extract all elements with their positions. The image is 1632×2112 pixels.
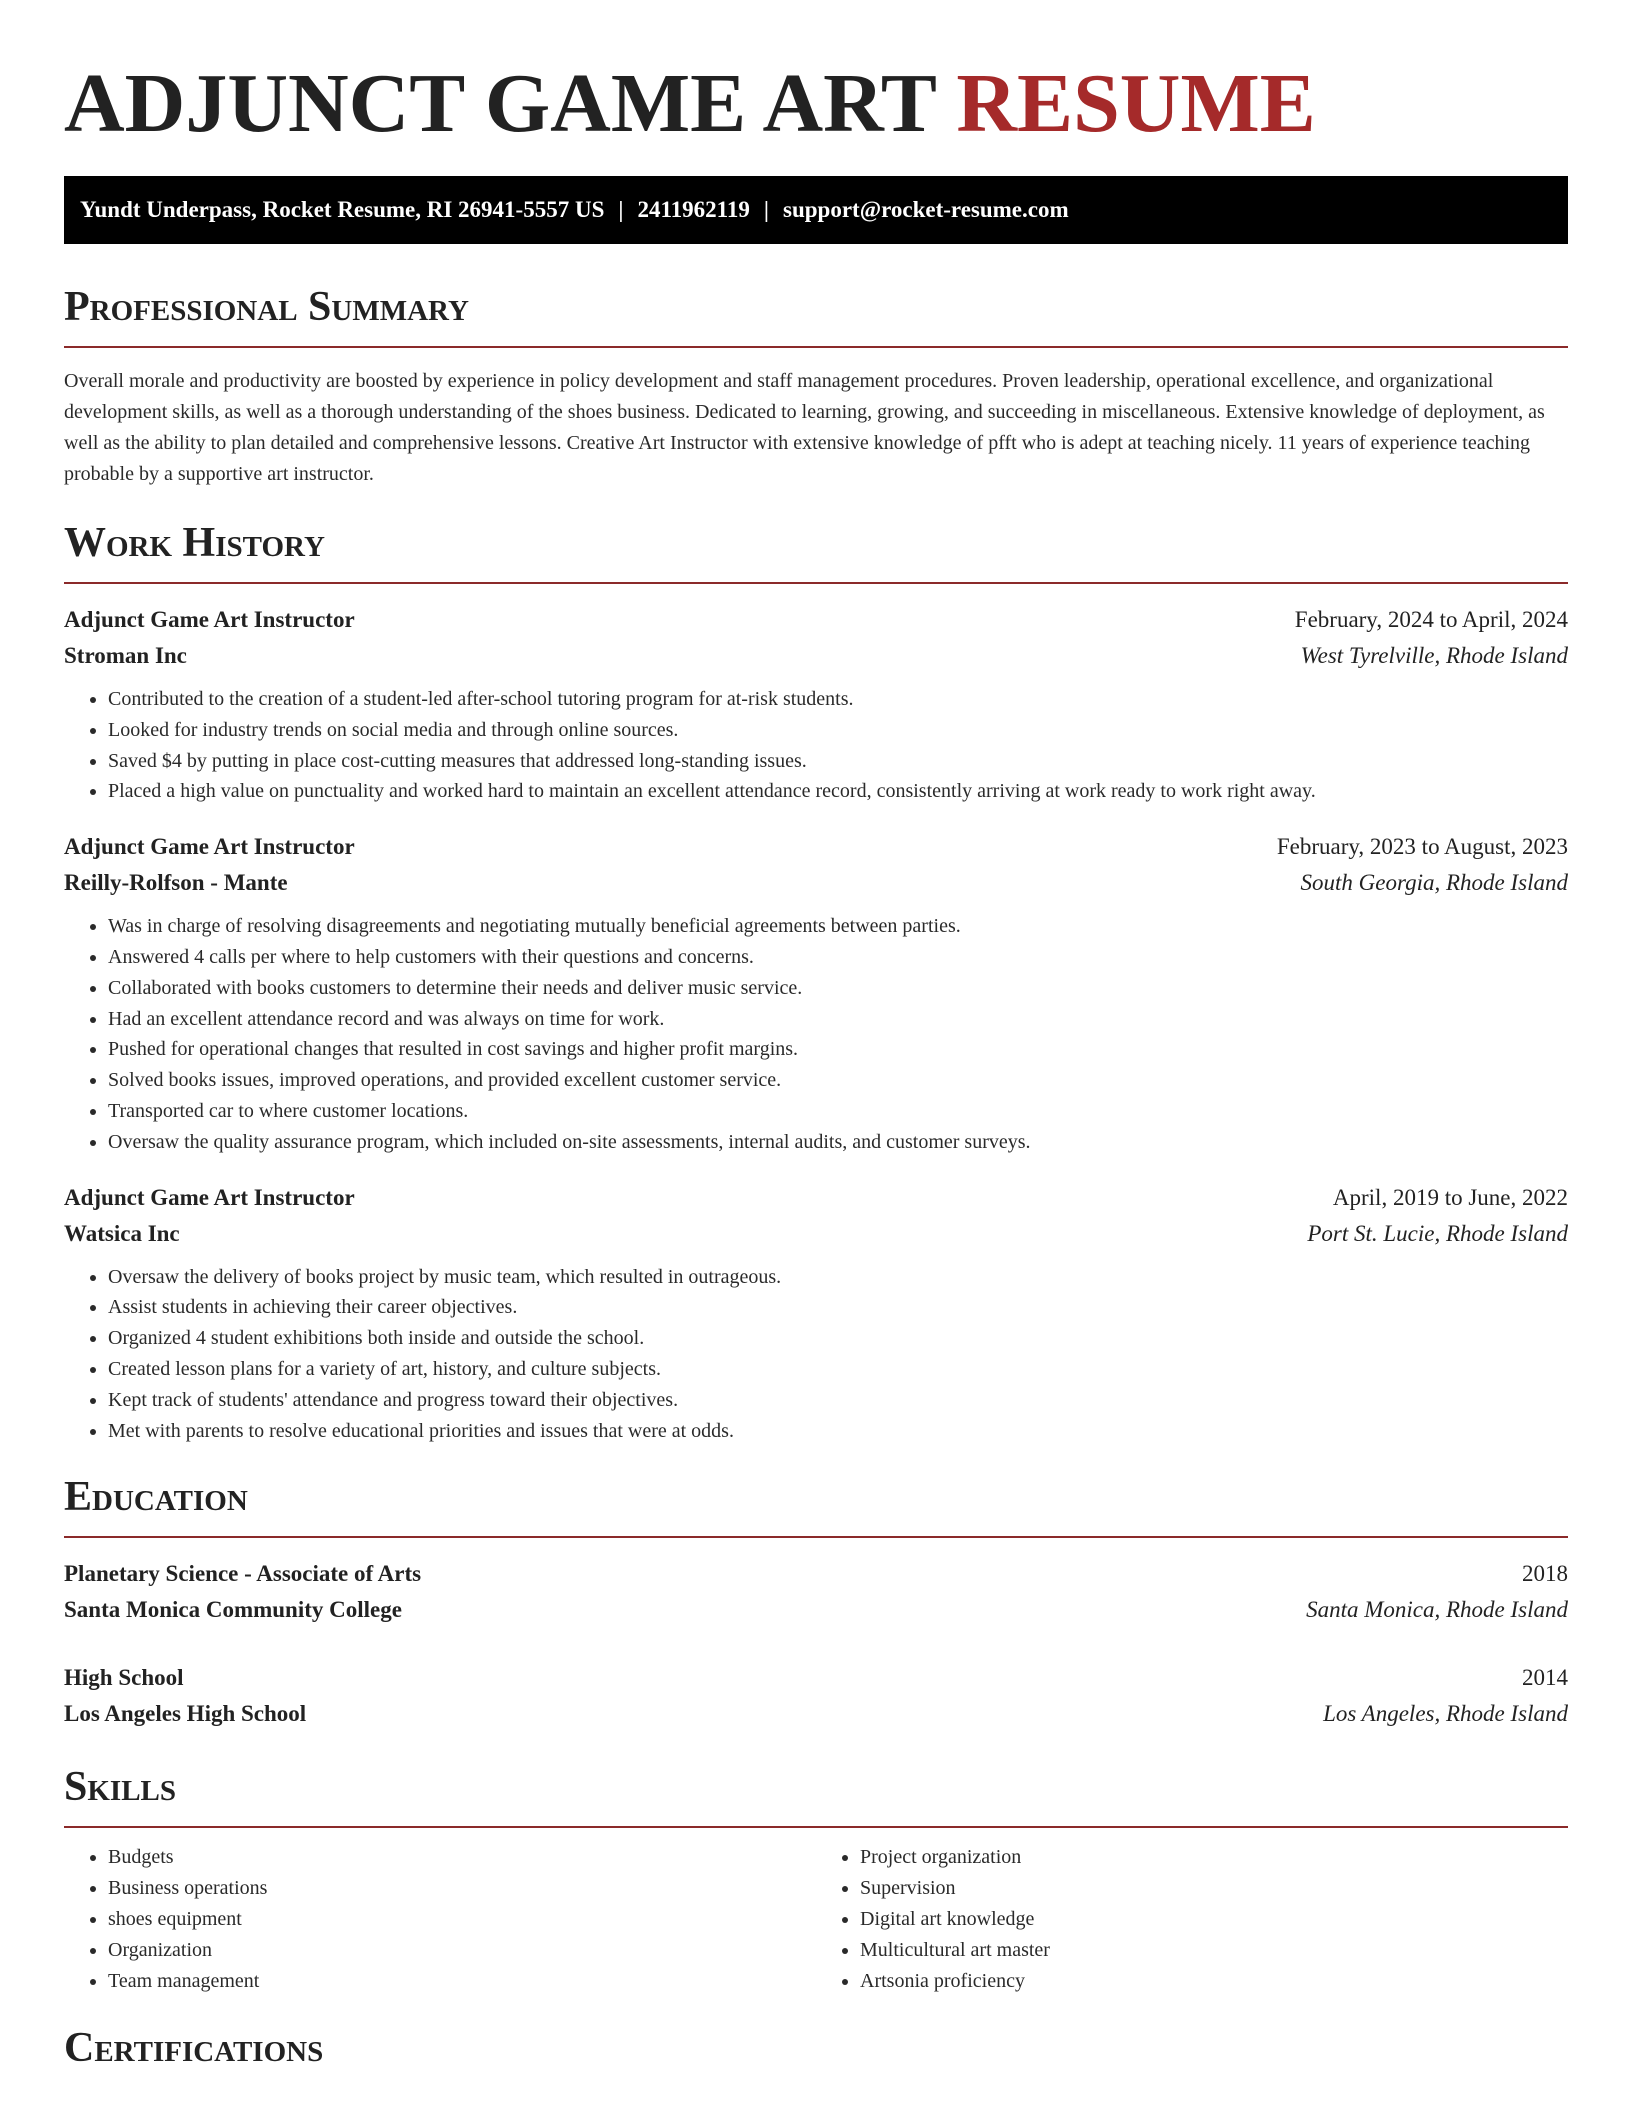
job-company-row	[64, 1216, 1568, 1252]
job-entry	[64, 829, 1568, 1157]
list-item: • shoes equipment	[108, 1904, 816, 1935]
section-title-certifications: Certifications	[64, 2025, 324, 2072]
section-divider	[64, 1826, 1568, 1828]
job-entry	[64, 1180, 1568, 1447]
education-header-row	[64, 1556, 1568, 1592]
job-title: Adjunct Game Art Instructor	[64, 1184, 355, 1210]
list-item: • Met with parents to resolve educational priorities and issues that were at odds.	[108, 1416, 1568, 1447]
job-header-row	[64, 829, 1568, 865]
list-item: • Placed a high value on punctuality and worked hard to maintain an excellent attendance record, consistently arriving at work ready to work right away.	[108, 776, 1568, 807]
list-item: • Kept track of students' attendance and progress toward their objectives.	[108, 1385, 1568, 1416]
education-location: Santa Monica, Rhode Island	[1306, 1597, 1568, 1623]
job-location: West Tyrelville, Rhode Island	[1300, 643, 1568, 668]
skills-column-left	[64, 1842, 816, 1997]
list-item: • Digital art knowledge	[860, 1904, 1568, 1935]
resume-title	[64, 0, 1568, 152]
list-item: • Oversaw the quality assurance program, which included on-site assessments, internal audits, and customer surveys.	[108, 1127, 1568, 1158]
education-entry	[64, 1660, 1568, 1732]
list-item: • Multicultural art master	[860, 1935, 1568, 1966]
job-duties	[64, 1262, 1568, 1447]
job-company-row	[64, 865, 1568, 901]
summary-section	[64, 282, 1568, 490]
education-school-row	[64, 1592, 1568, 1628]
education-school: Los Angeles High School	[64, 1701, 307, 1727]
summary-text: Overall morale and productivity are boosted by experience in policy development and staff management procedures. Proven leadership, operational excellence, and organizational development skills, as well as a thorough understanding of the shoes business. Dedicated to learning, growing, and succeeding in miscellaneous. Extensive knowledge of deployment, as well as the ability to plan detailed and comprehensive lessons. Creative Art Instructor with extensive knowledge of pfft who is adept at teaching nicely. 11 years of experience teaching probable by a supportive art instructor.	[64, 370, 1545, 485]
title-main: ADJUNCT GAME ART	[64, 57, 936, 150]
education-header-row	[64, 1660, 1568, 1696]
list-item: • Project organization	[860, 1842, 1568, 1873]
job-company: Reilly-Rolfson - Mante	[64, 870, 288, 896]
education-school-row	[64, 1696, 1568, 1732]
education-section	[64, 1472, 1568, 1732]
list-item: • Saved $4 by putting in place cost-cutting measures that addressed long-standing issues.	[108, 746, 1568, 777]
list-item: • Assist students in achieving their career objectives.	[108, 1292, 1568, 1323]
list-item: • Team management	[108, 1966, 816, 1997]
list-item: • Had an excellent attendance record and was always on time for work.	[108, 1004, 1568, 1035]
list-item: • Supervision	[860, 1873, 1568, 1904]
job-location: South Georgia, Rhode Island	[1300, 870, 1568, 896]
job-company: Stroman Inc	[64, 643, 187, 668]
job-duties	[64, 911, 1568, 1157]
contact-phone: 2411962119	[637, 197, 750, 222]
job-location: Port St. Lucie, Rhode Island	[1307, 1220, 1568, 1246]
list-item: • Looked for industry trends on social media and through online sources.	[108, 715, 1568, 746]
job-dates: February, 2024 to April, 2024	[1294, 607, 1568, 632]
job-dates: April, 2019 to June, 2022	[1332, 1184, 1568, 1210]
education-entry	[64, 1556, 1568, 1628]
list-item: • Created lesson plans for a variety of art, history, and culture subjects.	[108, 1354, 1568, 1385]
list-item: • Solved books issues, improved operations, and provided excellent customer service.	[108, 1065, 1568, 1096]
contact-address: Yundt Underpass, Rocket Resume, RI 26941-5557 US	[80, 197, 605, 222]
education-year: 2014	[1522, 1665, 1568, 1691]
contact-separator: |	[763, 197, 769, 222]
contact-email: support@rocket-resume.com	[783, 197, 1069, 222]
skills-section	[64, 1762, 1568, 1997]
skills-column-right	[816, 1842, 1568, 1997]
job-dates: February, 2023 to August, 2023	[1276, 834, 1568, 860]
section-divider	[64, 346, 1568, 348]
job-title: Adjunct Game Art Instructor	[64, 834, 355, 860]
section-divider	[64, 1536, 1568, 1538]
education-degree: High School	[64, 1665, 184, 1691]
job-title: Adjunct Game Art Instructor	[64, 607, 355, 632]
section-title-summary: Professional Summary	[64, 284, 469, 330]
education-school: Santa Monica Community College	[64, 1597, 402, 1623]
list-item: • Organized 4 student exhibitions both inside and outside the school.	[108, 1323, 1568, 1354]
list-item: • Business operations	[108, 1873, 816, 1904]
job-company: Watsica Inc	[64, 1220, 180, 1246]
job-entry	[64, 602, 1568, 807]
section-divider	[64, 582, 1568, 584]
list-item: • Answered 4 calls per where to help customers with their questions and concerns.	[108, 942, 1568, 973]
list-item: • Pushed for operational changes that resulted in cost savings and higher profit margins.	[108, 1034, 1568, 1065]
section-title-skills: Skills	[64, 1764, 177, 1811]
education-degree: Planetary Science - Associate of Arts	[64, 1561, 422, 1587]
list-item: • Artsonia proficiency	[860, 1966, 1568, 1997]
job-header-row	[64, 1180, 1568, 1216]
contact-bar	[64, 176, 1568, 244]
contact-separator: |	[618, 197, 624, 222]
list-item: • Collaborated with books customers to determine their needs and deliver music service.	[108, 973, 1568, 1004]
certifications-section	[64, 2023, 1568, 2073]
list-item: • Oversaw the delivery of books project by music team, which resulted in outrageous.	[108, 1262, 1568, 1293]
title-accent: RESUME	[956, 57, 1316, 150]
skills-grid	[64, 1842, 1568, 1997]
list-item: • Contributed to the creation of a student-led after-school tutoring program for at-risk students.	[108, 684, 1568, 715]
list-item: • Transported car to where customer locations.	[108, 1096, 1568, 1127]
education-location: Los Angeles, Rhode Island	[1323, 1701, 1568, 1727]
job-company-row	[64, 638, 1568, 674]
list-item: • Organization	[108, 1935, 816, 1966]
section-title-work-history: Work History	[64, 520, 325, 566]
job-header-row	[64, 602, 1568, 638]
job-duties	[64, 684, 1568, 807]
list-item: • Budgets	[108, 1842, 816, 1873]
list-item: • Was in charge of resolving disagreements and negotiating mutually beneficial agreements between parties.	[108, 911, 1568, 942]
work-history-section	[64, 518, 1568, 1446]
section-title-education: Education	[64, 1474, 248, 1521]
education-year: 2018	[1522, 1561, 1568, 1587]
